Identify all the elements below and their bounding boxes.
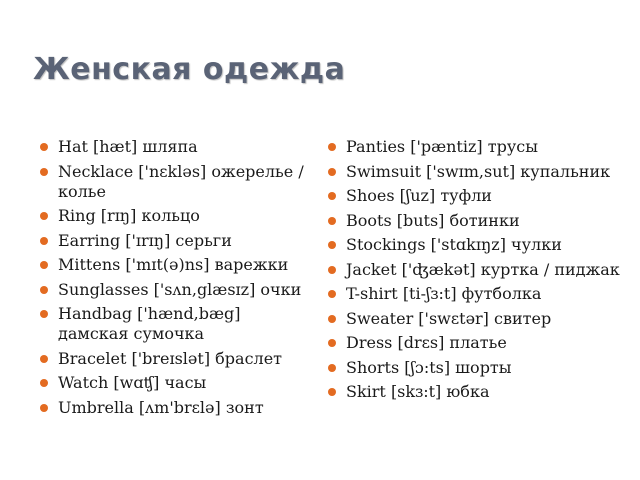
list-item-text: Shorts [ʃɔ:ts] шорты — [346, 357, 512, 377]
list-item — [328, 186, 624, 206]
list-item-text: Necklace ['nɛkləs] ожерелье /колье — [58, 161, 304, 201]
list-item — [40, 280, 312, 300]
list-item-text: Shoes [ʃuz] туфли — [346, 186, 492, 205]
list-item — [328, 309, 624, 329]
bullet-icon — [328, 266, 336, 274]
list-item-text: Umbrella [ʌm'brɛlə] зонт — [58, 397, 264, 417]
list-item-text: Sweater ['swɛtər] свитер — [346, 308, 552, 328]
bullet-icon — [40, 143, 48, 151]
bullet-icon — [40, 261, 48, 269]
bullet-icon — [40, 168, 48, 176]
slide-title: Женская одежда — [33, 52, 346, 87]
list-item — [328, 211, 624, 231]
list-item — [328, 162, 624, 182]
list-item-text: Panties ['pæntiz] трусы — [346, 137, 538, 156]
bullet-icon — [328, 192, 336, 200]
bullet-icon — [328, 290, 336, 298]
bullet-icon — [328, 143, 336, 151]
list-item-text: Swimsuit ['swɪm,sut] купальник — [346, 161, 611, 181]
bullet-icon — [328, 168, 336, 176]
list-item-text: Skirt [skɜ:t] юбка — [346, 382, 490, 401]
list-item — [40, 255, 312, 275]
list-item — [40, 162, 312, 202]
list-item-text: Dress [drɛs] платье — [346, 333, 507, 352]
bullet-icon — [328, 339, 336, 347]
bullet-icon — [40, 310, 48, 318]
bullet-icon — [40, 286, 48, 294]
list-item-text: Stockings ['stɑkɪŋz] чулки — [346, 235, 562, 254]
list-item — [328, 284, 624, 304]
list-item — [40, 137, 312, 157]
list-item — [40, 206, 312, 226]
bullet-icon — [40, 379, 48, 387]
list-item — [328, 382, 624, 402]
bullet-icon — [328, 217, 336, 225]
bullet-icon — [40, 237, 48, 245]
bullet-icon — [40, 404, 48, 412]
vocabulary-list-right — [328, 137, 624, 407]
list-item-text: Hat [hæt] шляпа — [58, 137, 198, 156]
list-item-text: Bracelet ['breɪslət] браслет — [58, 348, 283, 368]
list-item-text: Ring [rɪŋ] кольцо — [58, 206, 200, 225]
list-item-text: Watch [wɑʧ] часы — [58, 373, 207, 392]
bullet-icon — [328, 315, 336, 323]
list-item-text: Handbag ['hænd,bæg] дамская сумочка — [58, 304, 241, 343]
list-item — [328, 333, 624, 353]
list-item-text: Jacket ['ʤækət] куртка / пиджак — [346, 259, 620, 279]
list-item-text: Boots [buts] ботинки — [346, 210, 520, 230]
list-item — [328, 235, 624, 255]
bullet-icon — [328, 388, 336, 396]
list-item-text: Earring ['ɪrɪŋ] серьги — [58, 230, 232, 250]
bullet-icon — [328, 364, 336, 372]
list-item — [40, 398, 312, 418]
list-item-text: Mittens ['mɪt(ə)ns] варежки — [58, 255, 289, 274]
list-item — [328, 358, 624, 378]
list-item-text: T-shirt [ti-ʃɜ:t] футболка — [346, 284, 542, 303]
vocabulary-list-left — [40, 137, 312, 422]
list-item — [40, 231, 312, 251]
list-item — [40, 349, 312, 369]
list-item — [328, 137, 624, 157]
list-item — [40, 304, 312, 344]
bullet-icon — [40, 355, 48, 363]
list-item — [40, 373, 312, 393]
bullet-icon — [328, 241, 336, 249]
bullet-icon — [40, 212, 48, 220]
list-item — [328, 260, 624, 280]
list-item-text: Sunglasses ['sʌn,glæsɪz] очки — [58, 279, 302, 299]
